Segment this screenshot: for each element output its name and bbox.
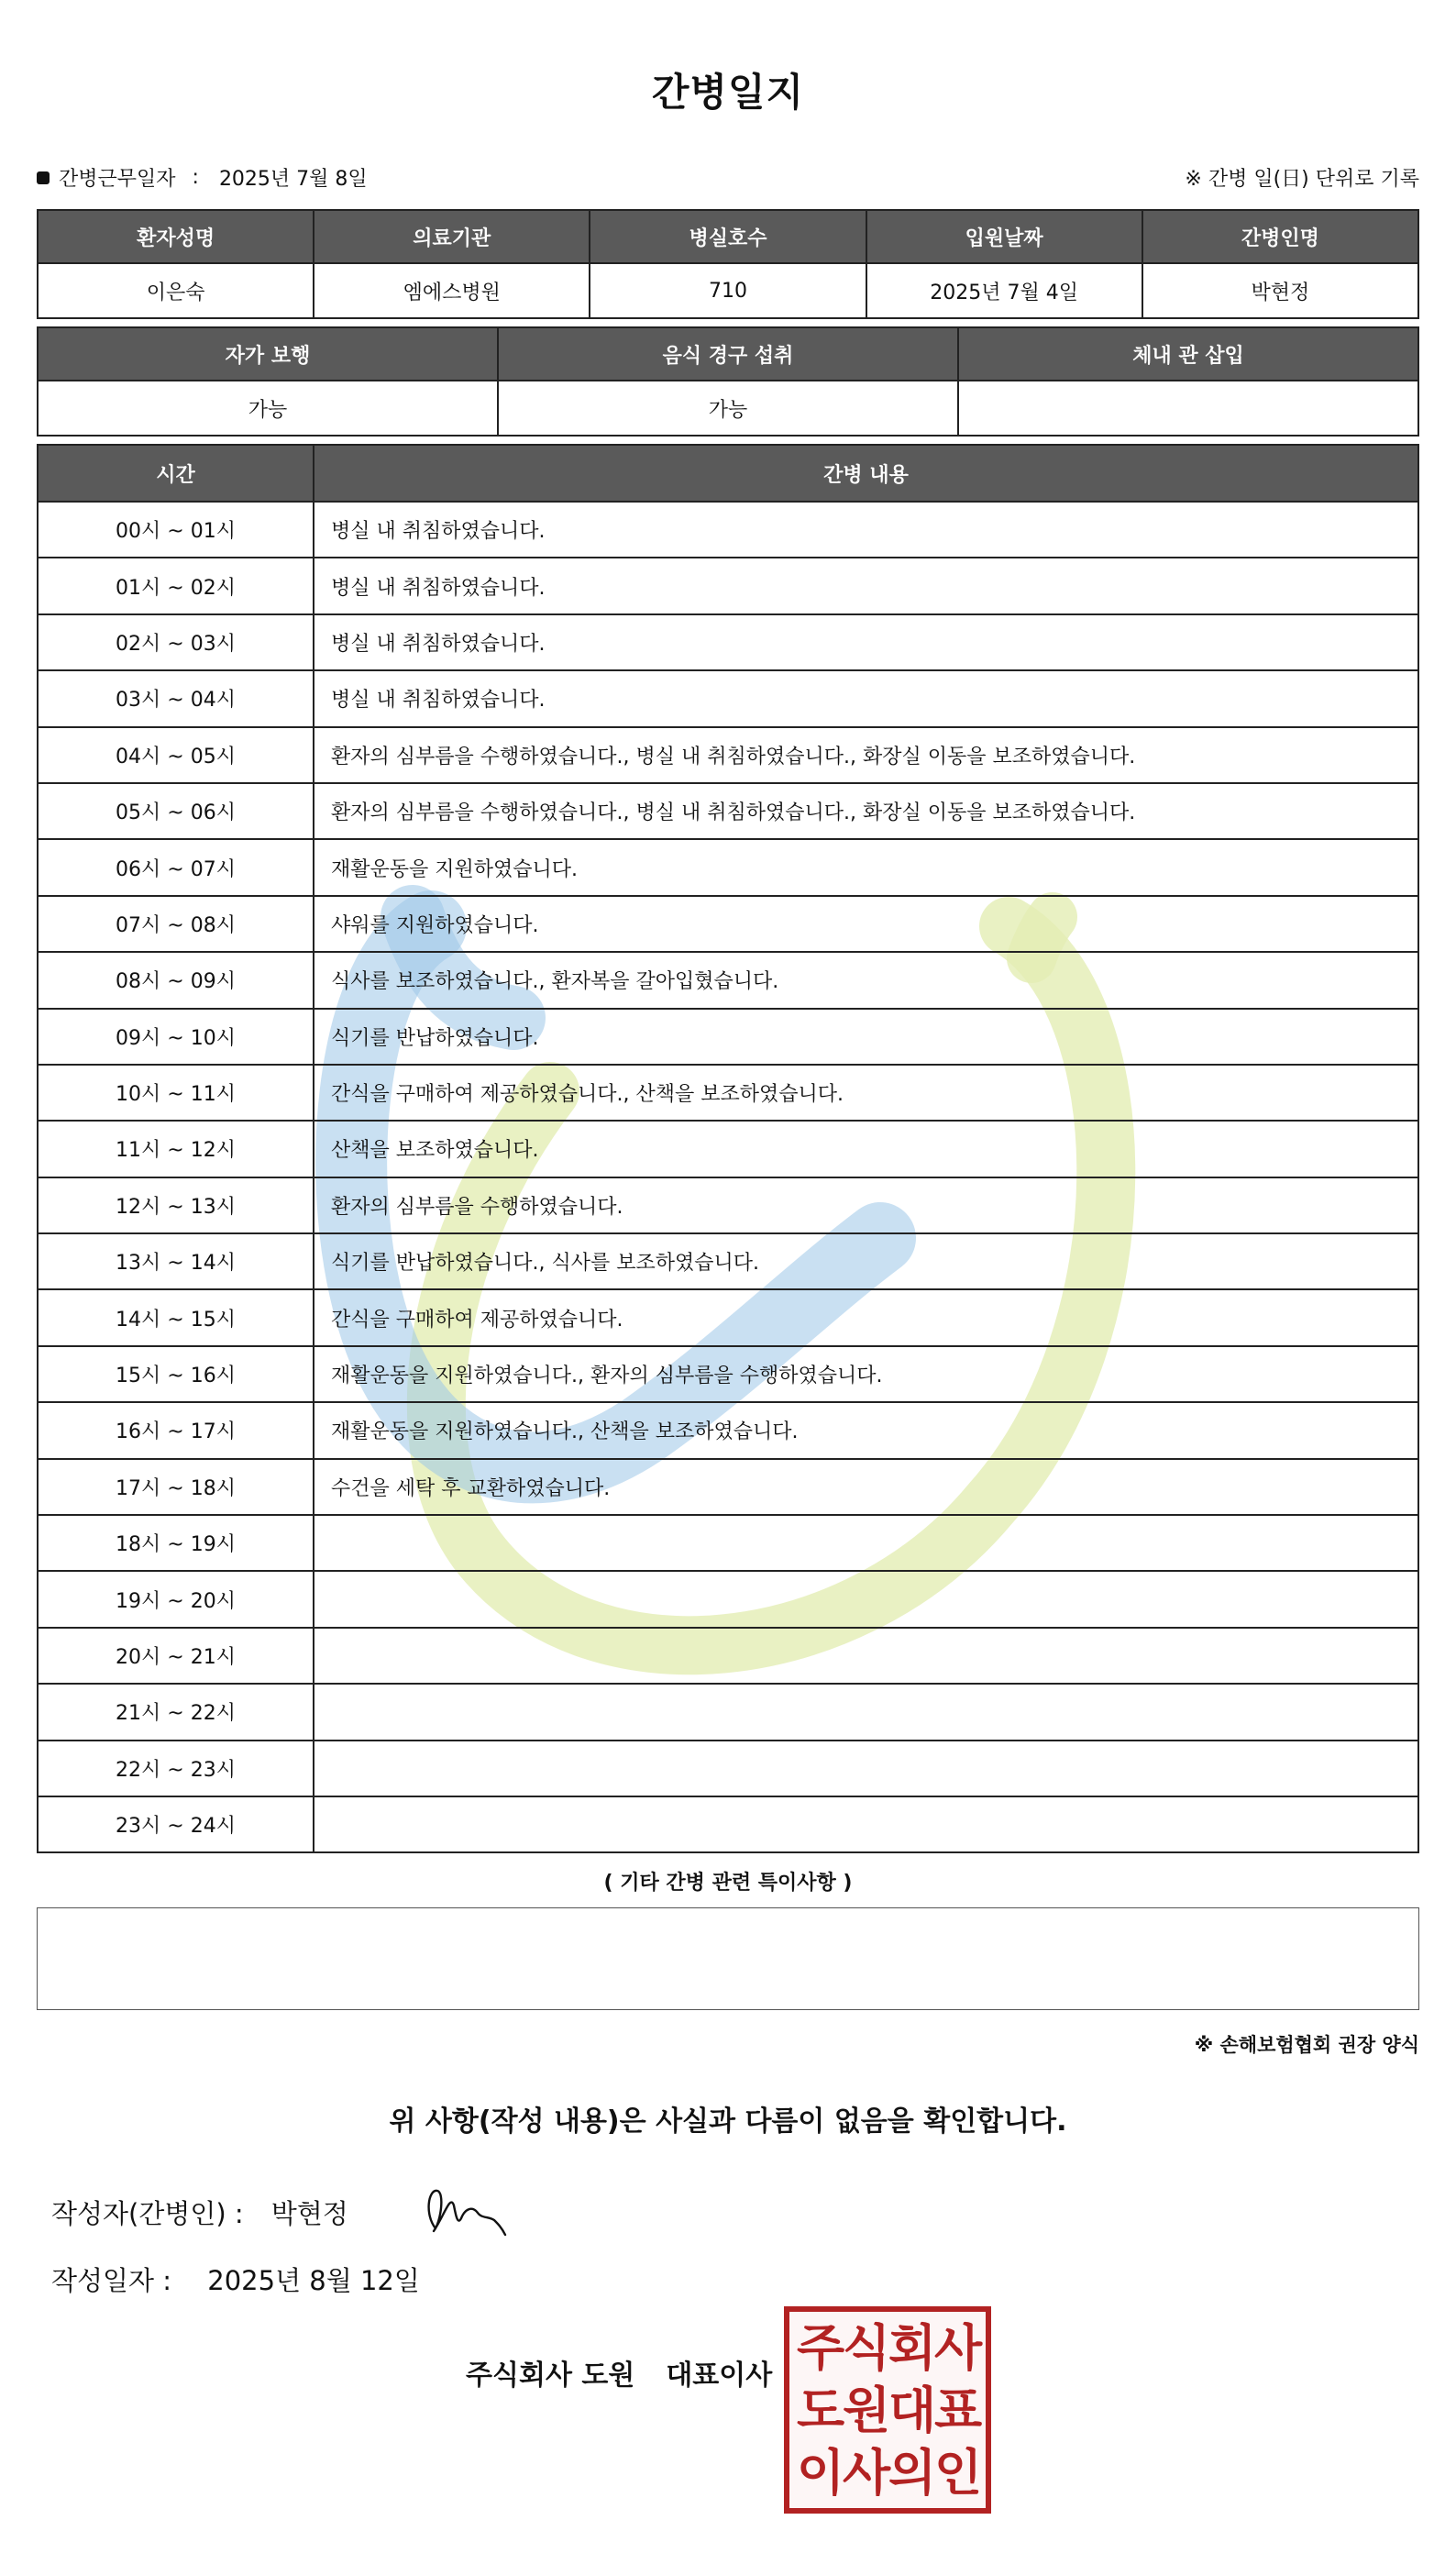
- log-row: [38, 1796, 1418, 1852]
- admission-date: 2025년 7월 4일: [866, 263, 1142, 318]
- log-content: 수건을 세탁 후 교환하였습니다.: [314, 1459, 1418, 1515]
- log-content: 환자의 심부름을 수행하였습니다., 병실 내 취침하였습니다., 화장실 이동을 보조하였습니다.: [314, 783, 1418, 839]
- log-row: [38, 614, 1418, 670]
- log-time: 20시 ~ 21시: [38, 1628, 314, 1684]
- info-header-row: [38, 210, 1418, 263]
- log-header-row: [38, 445, 1418, 502]
- header-admission-date: 입원날짜: [866, 210, 1142, 263]
- log-row: [38, 1571, 1418, 1627]
- log-content: 병실 내 취침하였습니다.: [314, 614, 1418, 670]
- log-time: 13시 ~ 14시: [38, 1233, 314, 1289]
- log-time: 21시 ~ 22시: [38, 1684, 314, 1740]
- log-time: 14시 ~ 15시: [38, 1289, 314, 1345]
- header-self-walking: 자가 보행: [38, 327, 498, 381]
- confirm-statement: 위 사항(작성 내용)은 사실과 다름이 없음을 확인합니다.: [389, 2105, 1067, 2138]
- header-hospital: 의료기관: [314, 210, 590, 263]
- work-date-row: [37, 163, 368, 192]
- company-line: [466, 2352, 772, 2393]
- log-time: 03시 ~ 04시: [38, 670, 314, 726]
- record-unit-note: ※ 간병 일(日) 단위로 기록: [1185, 168, 1419, 191]
- status-value-row: [38, 381, 1418, 436]
- log-time: 06시 ~ 07시: [38, 839, 314, 895]
- log-time: 09시 ~ 10시: [38, 1009, 314, 1065]
- log-time: 11시 ~ 12시: [38, 1121, 314, 1177]
- log-row: [38, 839, 1418, 895]
- log-time: 18시 ~ 19시: [38, 1515, 314, 1571]
- log-content: 환자의 심부름을 수행하였습니다.: [314, 1177, 1418, 1233]
- log-content: 재활운동을 지원하였습니다.: [314, 839, 1418, 895]
- log-row: [38, 1233, 1418, 1289]
- header-room-number: 병실호수: [590, 210, 866, 263]
- log-time: 16시 ~ 17시: [38, 1402, 314, 1458]
- log-time: 00시 ~ 01시: [38, 502, 314, 558]
- log-row: [38, 727, 1418, 783]
- seal-char: 원: [843, 2382, 891, 2439]
- seal-char: 사: [843, 2444, 891, 2502]
- log-content: 간식을 구매하여 제공하였습니다.: [314, 1289, 1418, 1345]
- seal-char: 표: [934, 2382, 983, 2439]
- writer-label: 작성자(간병인) :: [51, 2198, 244, 2229]
- header-patient-name: 환자성명: [38, 210, 314, 263]
- log-content: 간식을 구매하여 제공하였습니다., 산책을 보조하였습니다.: [314, 1065, 1418, 1121]
- seal-char: 대: [888, 2382, 937, 2439]
- log-row: [38, 1628, 1418, 1684]
- log-content: 재활운동을 지원하였습니다., 산책을 보조하였습니다.: [314, 1402, 1418, 1458]
- log-time: 10시 ~ 11시: [38, 1065, 314, 1121]
- log-time: 19시 ~ 20시: [38, 1571, 314, 1627]
- seal-char: 인: [934, 2444, 983, 2502]
- log-time: 01시 ~ 02시: [38, 558, 314, 613]
- log-row: [38, 952, 1418, 1008]
- care-log-table: [37, 444, 1419, 1853]
- patient-name: 이은숙: [38, 263, 314, 318]
- log-content: [314, 1571, 1418, 1627]
- info-value-row: [38, 263, 1418, 318]
- log-row: [38, 1741, 1418, 1796]
- log-time: 23시 ~ 24시: [38, 1796, 314, 1852]
- document-title: 간병일지: [651, 70, 805, 115]
- log-row: [38, 1009, 1418, 1065]
- company-seal-stamp: [784, 2306, 991, 2514]
- writer-name: 박현정: [270, 2198, 348, 2229]
- log-content: 식기를 반납하였습니다., 식사를 보조하였습니다.: [314, 1233, 1418, 1289]
- remarks-title: ( 기타 간병 관련 특이사항 ): [603, 1872, 853, 1895]
- written-date-label: 작성일자 :: [51, 2265, 172, 2296]
- log-time: 22시 ~ 23시: [38, 1741, 314, 1796]
- seal-characters: [797, 2317, 983, 2504]
- company-name: 주식회사 도원: [466, 2360, 635, 2392]
- work-date-label: 간병근무일자: [59, 168, 176, 191]
- log-content: 병실 내 취침하였습니다.: [314, 502, 1418, 558]
- log-content: [314, 1796, 1418, 1852]
- written-date-value: 2025년 8월 12일: [207, 2265, 420, 2296]
- log-row: [38, 1289, 1418, 1345]
- log-row: [38, 896, 1418, 952]
- log-row: [38, 558, 1418, 613]
- written-date-line: [51, 2260, 420, 2298]
- log-content: [314, 1684, 1418, 1740]
- log-time: 15시 ~ 16시: [38, 1346, 314, 1402]
- log-time: 17시 ~ 18시: [38, 1459, 314, 1515]
- log-content: [314, 1515, 1418, 1571]
- meta-row: [37, 163, 1419, 196]
- work-date-separator: :: [192, 166, 199, 189]
- room-number: 710: [590, 263, 866, 318]
- hospital-name: 엠에스병원: [314, 263, 590, 318]
- square-bullet-icon: [37, 171, 50, 184]
- log-content: 샤워를 지원하였습니다.: [314, 896, 1418, 952]
- log-content: 재활운동을 지원하였습니다., 환자의 심부름을 수행하였습니다.: [314, 1346, 1418, 1402]
- company-title: 대표이사: [666, 2360, 773, 2392]
- log-time: 12시 ~ 13시: [38, 1177, 314, 1233]
- log-row: [38, 1684, 1418, 1740]
- log-time: 04시 ~ 05시: [38, 727, 314, 783]
- log-content: [314, 1741, 1418, 1796]
- log-row: [38, 1065, 1418, 1121]
- log-body: [38, 502, 1418, 1852]
- log-time: 07시 ~ 08시: [38, 896, 314, 952]
- seal-char: 이: [797, 2444, 845, 2502]
- log-row: [38, 1459, 1418, 1515]
- writer-line: [51, 2194, 348, 2231]
- log-row: [38, 1346, 1418, 1402]
- log-row: [38, 1121, 1418, 1177]
- header-oral-intake: 음식 경구 섭취: [498, 327, 958, 381]
- seal-char: 의: [888, 2444, 937, 2502]
- header-tube-insertion: 체내 관 삽입: [958, 327, 1418, 381]
- log-row: [38, 1402, 1418, 1458]
- log-row: [38, 502, 1418, 558]
- seal-char: 주: [797, 2319, 845, 2377]
- log-row: [38, 670, 1418, 726]
- log-content: 병실 내 취침하였습니다.: [314, 670, 1418, 726]
- log-content: 식사를 보조하였습니다., 환자복을 갈아입혔습니다.: [314, 952, 1418, 1008]
- log-content: 환자의 심부름을 수행하였습니다., 병실 내 취침하였습니다., 화장실 이동을 보조하였습니다.: [314, 727, 1418, 783]
- log-row: [38, 1515, 1418, 1571]
- log-time: 05시 ~ 06시: [38, 783, 314, 839]
- log-time: 08시 ~ 09시: [38, 952, 314, 1008]
- header-time: 시간: [38, 445, 314, 502]
- patient-info-table: [37, 209, 1419, 319]
- remarks-box: [37, 1907, 1419, 2010]
- tube-insertion-value: [958, 381, 1418, 436]
- header-caregiver-name: 간병인명: [1142, 210, 1418, 263]
- log-content: [314, 1628, 1418, 1684]
- log-row: [38, 1177, 1418, 1233]
- oral-intake-value: 가능: [498, 381, 958, 436]
- seal-char: 도: [797, 2382, 845, 2439]
- signature-mark: [417, 2178, 518, 2242]
- seal-char: 사: [934, 2319, 983, 2377]
- log-row: [38, 783, 1418, 839]
- header-care-content: 간병 내용: [314, 445, 1418, 502]
- work-date-value: 2025년 7월 8일: [218, 168, 368, 191]
- status-header-row: [38, 327, 1418, 381]
- log-content: 산책을 보조하였습니다.: [314, 1121, 1418, 1177]
- log-time: 02시 ~ 03시: [38, 614, 314, 670]
- recommend-note: ※ 손해보험협회 권장 양식: [1194, 2034, 1419, 2056]
- seal-char: 회: [888, 2319, 937, 2377]
- self-walking-value: 가능: [38, 381, 498, 436]
- log-content: 병실 내 취침하였습니다.: [314, 558, 1418, 613]
- caregiver-name: 박현정: [1142, 263, 1418, 318]
- seal-char: 식: [843, 2319, 891, 2377]
- patient-status-table: [37, 326, 1419, 437]
- log-content: 식기를 반납하였습니다.: [314, 1009, 1418, 1065]
